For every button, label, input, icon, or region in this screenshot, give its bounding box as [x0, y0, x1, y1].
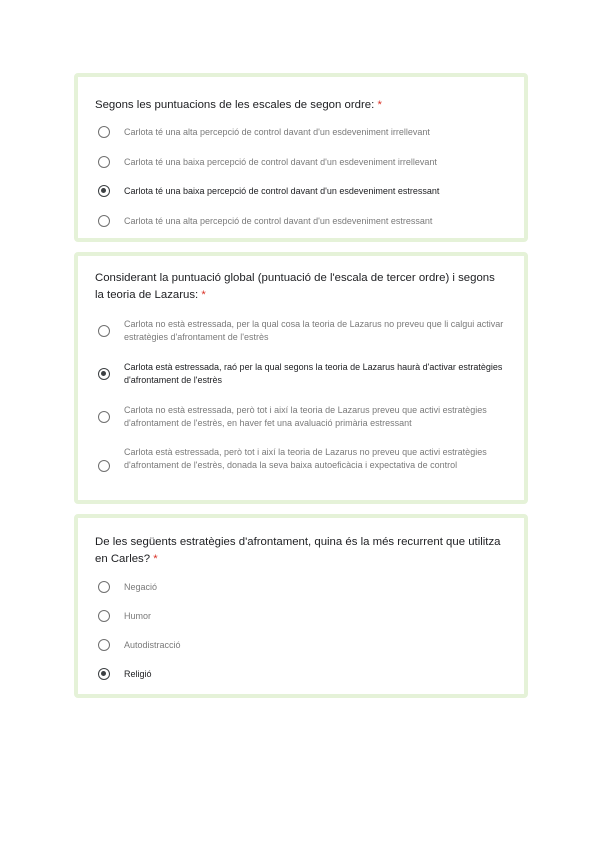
option-label[interactable]: Carlota no està estressada, per la qual cosa la teoria de Lazarus no preveu que li calgui activar estratègies d'afrontament de l'estrès	[124, 319, 504, 342]
radio-button[interactable]	[98, 156, 110, 168]
option-label[interactable]: Humor	[124, 611, 152, 621]
question-3-title: De les següents estratègies d'afrontament, quina és la més recurrent que utilitza en Carles? *	[95, 536, 501, 565]
option-label[interactable]: Carlota està estressada, raó per la qual segons la teoria de Lazarus haurà d'activar estratègies d'afrontament de l'estrès	[124, 362, 503, 385]
required-mark: *	[201, 289, 206, 301]
required-mark: *	[153, 553, 158, 565]
radio-button[interactable]	[98, 325, 110, 337]
option-label[interactable]: Carlota té una baixa percepció de control davant d'un esdeveniment estressant	[124, 186, 440, 196]
radio-button[interactable]	[98, 610, 110, 622]
option-label[interactable]: Carlota té una baixa percepció de control davant d'un esdeveniment irrellevant	[124, 157, 437, 167]
question-card-2	[74, 252, 528, 504]
radio-button[interactable]	[98, 411, 110, 423]
required-mark: *	[377, 99, 382, 111]
option-label[interactable]: Negació	[124, 582, 158, 592]
question-2-title: Considerant la puntuació global (puntuació de l'escala de tercer ordre) i segons la teoria de Lazarus: *	[95, 272, 495, 301]
radio-button[interactable]	[98, 460, 110, 472]
option-label[interactable]: Carlota està estressada, però tot i així la teoria de Lazarus no preveu que activi estratègies d'afrontament de l'estrès, donada la seva baixa autoeficàcia i expectativa de control	[124, 447, 487, 470]
radio-button[interactable]	[98, 126, 110, 138]
radio-button-checked[interactable]	[98, 368, 110, 380]
radio-button-checked[interactable]	[98, 185, 110, 197]
question-card-3	[74, 514, 528, 698]
option-label[interactable]: Autodistracció	[124, 640, 181, 650]
option-label[interactable]: Carlota no està estressada, però tot i així la teoria de Lazarus preveu que activi estratègies d'afrontament de l'estrès, en haver fet una avaluació primària estressant	[124, 405, 487, 428]
question-1-title: Segons les puntuacions de les escales de segon ordre: *	[95, 99, 382, 111]
radio-button[interactable]	[98, 581, 110, 593]
option-label[interactable]: Carlota té una alta percepció de control davant d'un esdeveniment irrellevant	[124, 127, 430, 137]
option-label[interactable]: Carlota té una alta percepció de control davant d'un esdeveniment estressant	[124, 216, 433, 226]
radio-button-checked[interactable]	[98, 668, 110, 680]
radio-button[interactable]	[98, 639, 110, 651]
radio-button[interactable]	[98, 215, 110, 227]
question-card-1	[74, 73, 528, 242]
option-label[interactable]: Religió	[124, 669, 152, 679]
